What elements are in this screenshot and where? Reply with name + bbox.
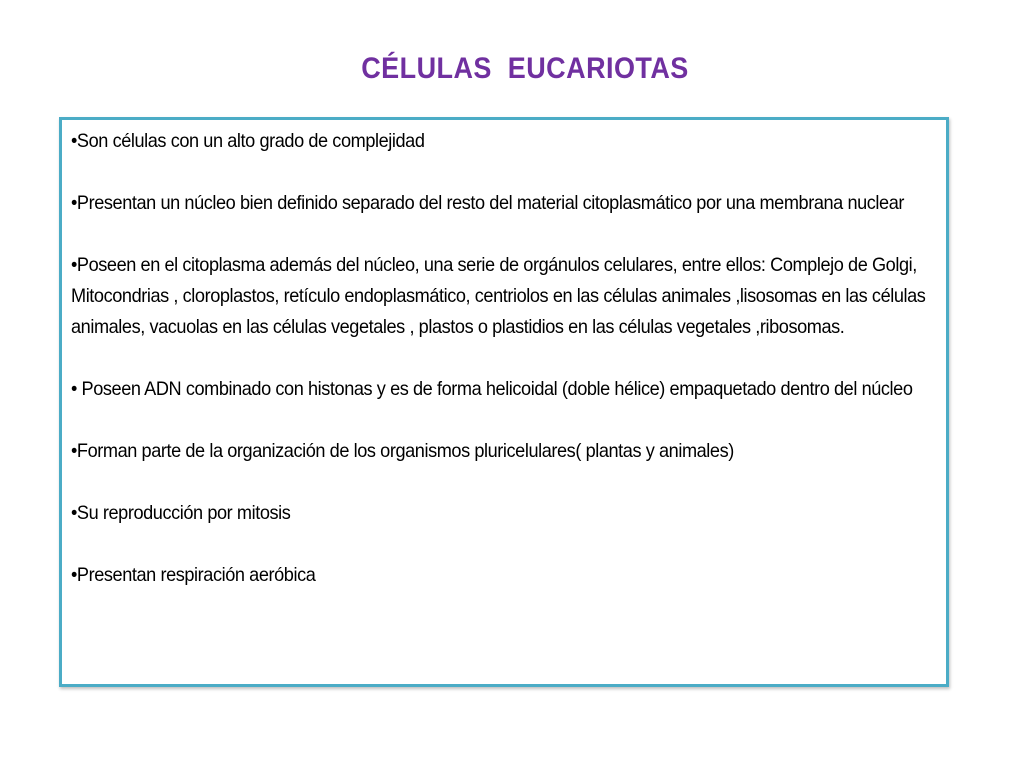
bullet-item: • Poseen ADN combinado con histonas y es de forma helicoidal (doble hélice) empaquetado dentro del núcleo bbox=[71, 378, 913, 400]
bullet-item: •Poseen en el citoplasma además del núcleo, una serie de orgánulos celulares, entre ellos: Complejo de Golgi, Mitocondrias , cloroplastos, retículo endoplasmático, centriolos en las células animales ,lisosomas en las células animales, vacuolas en las células vegetales , plastos o plastidios en las células vegetales ,ribosomas. bbox=[71, 254, 926, 338]
bullet-list bbox=[71, 126, 941, 591]
bullet-item: •Son células con un alto grado de complejidad bbox=[71, 130, 425, 152]
bullet-item: •Presentan un núcleo bien definido separado del resto del material citoplasmático por una membrana nuclear bbox=[71, 192, 905, 214]
slide-title: CÉLULAS EUCARIOTAS bbox=[361, 52, 689, 85]
bullet-item: •Forman parte de la organización de los organismos pluricelulares( plantas y animales) bbox=[71, 440, 734, 462]
bullet-item: •Presentan respiración aeróbica bbox=[71, 564, 316, 586]
bullet-item: •Su reproducción por mitosis bbox=[71, 502, 291, 524]
